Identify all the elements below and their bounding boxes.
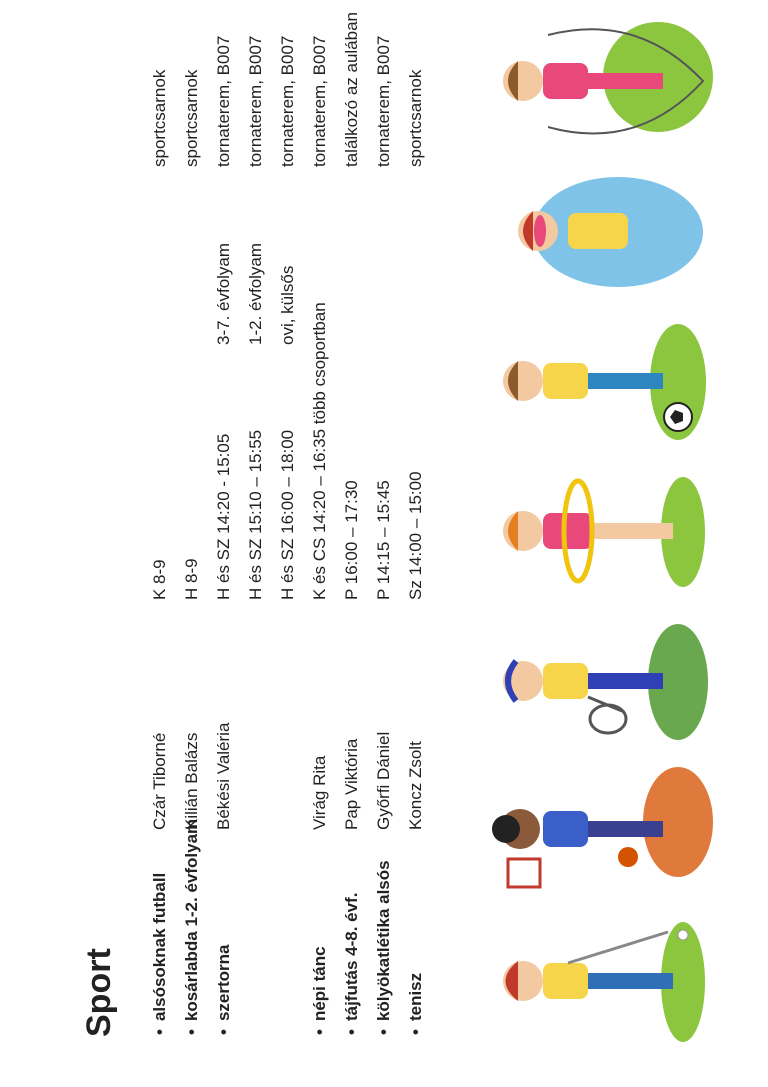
activity-place: tornaterem, B007 — [310, 35, 329, 167]
activity-name: • népi tánc — [310, 946, 330, 1035]
activity-place: tornaterem, B007 — [214, 35, 233, 167]
activity-time: H 8-9 — [182, 558, 201, 600]
activity-place: sportcsarnok — [406, 69, 425, 167]
activity-name — [278, 1027, 298, 1035]
activity-name: • kölyökatlétika alsós — [374, 860, 394, 1035]
activity-teacher: Koncz Zsolt — [406, 741, 425, 830]
activity-place: találkozó az aulában — [342, 11, 361, 167]
basketball-kid-icon — [488, 767, 718, 897]
hula-hoop-kid-icon — [488, 467, 718, 597]
activity-name: • tenisz — [406, 973, 426, 1035]
activity-name: • szertorna — [214, 945, 234, 1035]
activity-teacher: Czár Tiborné — [150, 732, 169, 830]
activity-time: P 16:00 – 17:30 — [342, 480, 361, 600]
soccer-kid-icon — [488, 317, 718, 447]
activity-name — [246, 1027, 266, 1035]
swimming-kid-icon — [488, 167, 718, 297]
activity-time: K és CS 14:20 – 16:35 több csoportban — [310, 302, 329, 600]
activity-teacher: Békési Valéria — [214, 722, 233, 830]
activity-time: Sz 14:00 – 15:00 — [406, 471, 425, 600]
activity-group: ovi, külsős — [278, 265, 297, 345]
activity-name: • kosárlabda 1-2. évfolyam — [182, 819, 202, 1035]
tennis-kid-icon — [488, 617, 718, 747]
activity-group: 1-2. évfolyam — [246, 242, 265, 345]
activity-time: P 14:15 – 15:45 — [374, 480, 393, 600]
activity-place: tornaterem, B007 — [246, 35, 265, 167]
activity-time: H és SZ 14:20 - 15:05 — [214, 433, 233, 600]
activity-teacher: Pap Viktória — [342, 738, 361, 830]
activity-place: tornaterem, B007 — [374, 35, 393, 167]
page-title: Sport — [80, 948, 118, 1037]
activity-place: tornaterem, B007 — [278, 35, 297, 167]
activity-place: sportcsarnok — [182, 69, 201, 167]
activity-time: K 8-9 — [150, 559, 169, 600]
activity-place: sportcsarnok — [150, 69, 169, 167]
activity-name: • alsósoknak futball — [150, 873, 170, 1035]
jump-rope-kid-icon — [488, 17, 718, 147]
activity-group: 3-7. évfolyam — [214, 242, 233, 345]
activity-teacher: Győrfi Dániel — [374, 731, 393, 830]
activity-teacher: Kilián Balázs — [182, 732, 201, 830]
activity-time: H és SZ 15:10 – 15:55 — [246, 429, 265, 600]
activity-name: • tájfutás 4-8. évf. — [342, 893, 362, 1035]
golf-kid-icon — [488, 917, 718, 1047]
activity-teacher: Virág Rita — [310, 755, 329, 830]
activity-time: H és SZ 16:00 – 18:00 — [278, 429, 297, 600]
